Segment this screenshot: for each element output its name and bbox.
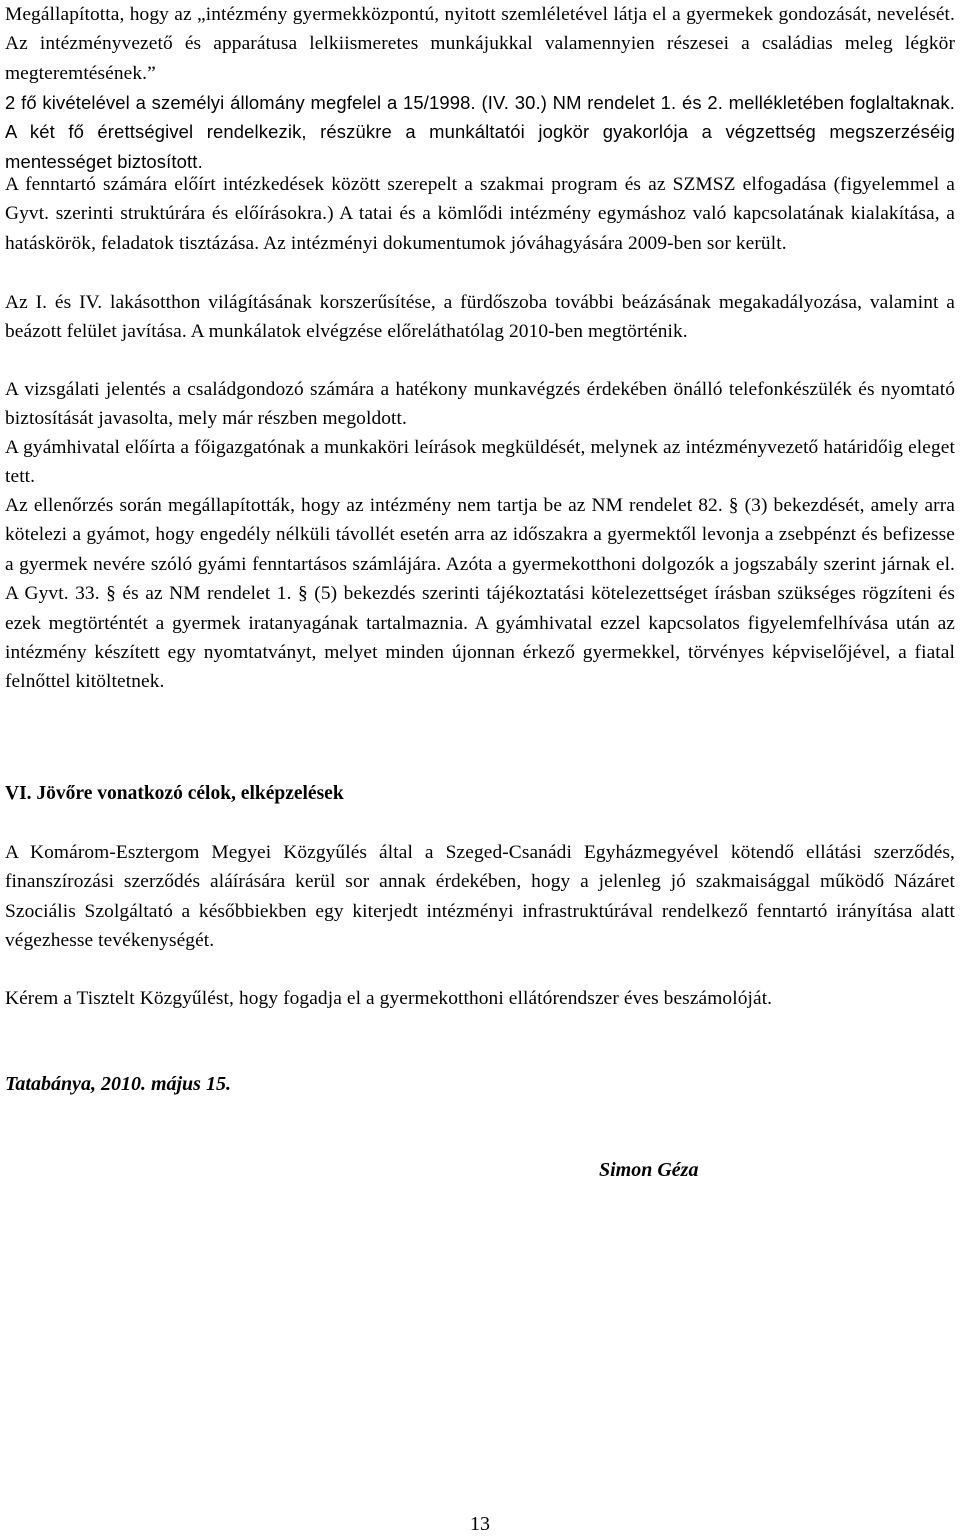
paragraph-staffing: 2 fő kivételével a személyi állomány megfelel a 15/1998. (IV. 30.) NM rendelet 1. és 2. mellékletében foglaltaknak. A két fő érettségivel rendelkezik, részükre a munkáltatói jogkör gyakorlója a végzettség megszerzéséig mentességet biztosított. bbox=[5, 92, 955, 172]
place-and-date: Tatabánya, 2010. május 15. bbox=[5, 1073, 231, 1095]
paragraph-maintainer-measures: A fenntartó számára előírt intézkedések között szerepelt a szakmai program és az SZMSZ elfogadása (figyelemmel a Gyvt. szerinti struktúrára és előírásokra.) A tatai és a kömlődi intézmény egymáshoz való kapcsolatának kialakítása, a hatáskörök, feladatok tisztázása. Az intézményi dokumentumok jóváhagyására 2009-ben sor került. bbox=[5, 174, 955, 254]
paragraph-request-approval: Kérem a Tisztelt Közgyűlést, hogy fogadja el a gyermekotthoni ellátórendszer éves beszámolóját. bbox=[5, 988, 773, 1009]
paragraph-family-caseworker: A vizsgálati jelentés a családgondozó számára a hatékony munkavégzés érdekében önálló telefonkészülék és nyomtató biztosítását javasolta, mely már részben megoldott. bbox=[5, 379, 955, 430]
section-heading-future-goals: VI. Jövőre vonatkozó célok, elképzelések bbox=[5, 783, 344, 804]
paragraph-assessment: Megállapította, hogy az „intézmény gyermekközpontú, nyitott szemléletével látja el a gyermekek gondozását, nevelését. Az intézményvezető és apparátusa lelkiismeretes munkájukkal valamennyien részesei a családias meleg légkör megteremtésének.” bbox=[5, 4, 955, 84]
paragraph-inspection-findings: Az ellenőrzés során megállapították, hogy az intézmény nem tartja be az NM rendelet 82. § (3) bekezdését, amely arra kötelezi a gyámot, hogy engedély nélküli távollét esetén arra az időszakra a gyermektől levonja a zsebpénzt és befizesse a gyermek nevére szóló gyámi fenntartásos számlájára. Azóta a gyermekotthoni dolgozók a jogszabály szerint járnak el. A Gyvt. 33. § és az NM rendelet 1. § (5) bekezdés szerinti tájékoztatási kötelezettséget írásban szükséges rögzíteni és ezek megtörténtét a gyermek iratanyagának tartalmaznia. A gyámhivatal ezzel kapcsolatos figyelemfelhívása után az intézmény készített egy nyomtatványt, melyet minden újonnan érkező gyermekkel, törvényes képviselőjével, a fiatal felnőttel kitöltetnek. bbox=[5, 495, 955, 693]
paragraph-guardianship-office: A gyámhivatal előírta a főigazgatónak a munkaköri leírások megküldését, melynek az intézményvezető határidőig eleget tett. bbox=[5, 437, 955, 488]
paragraph-future-contract: A Komárom-Esztergom Megyei Közgyűlés által a Szeged-Csanádi Egyházmegyével kötendő ellátási szerződés, finanszírozási szerződés aláírására kerül sor annak érdekében, hogy a jelenleg jó szakmaisággal működő Názáret Szociális Szolgáltató a későbbiekben egy kiterjedt intézményi infrastruktúrával rendelkező fenntartó irányítása alatt végezhesse tevékenységét. bbox=[5, 842, 955, 952]
page-number: 13 bbox=[470, 1513, 490, 1535]
signatory-name: Simon Géza bbox=[599, 1159, 699, 1181]
paragraph-lighting-renovation: Az I. és IV. lakásotthon világításának korszerűsítése, a fürdőszoba további beázásának megakadályozása, valamint a beázott felület javítása. A munkálatok elvégzése előreláthatólag 2010-ben megtörténik. bbox=[5, 292, 955, 343]
